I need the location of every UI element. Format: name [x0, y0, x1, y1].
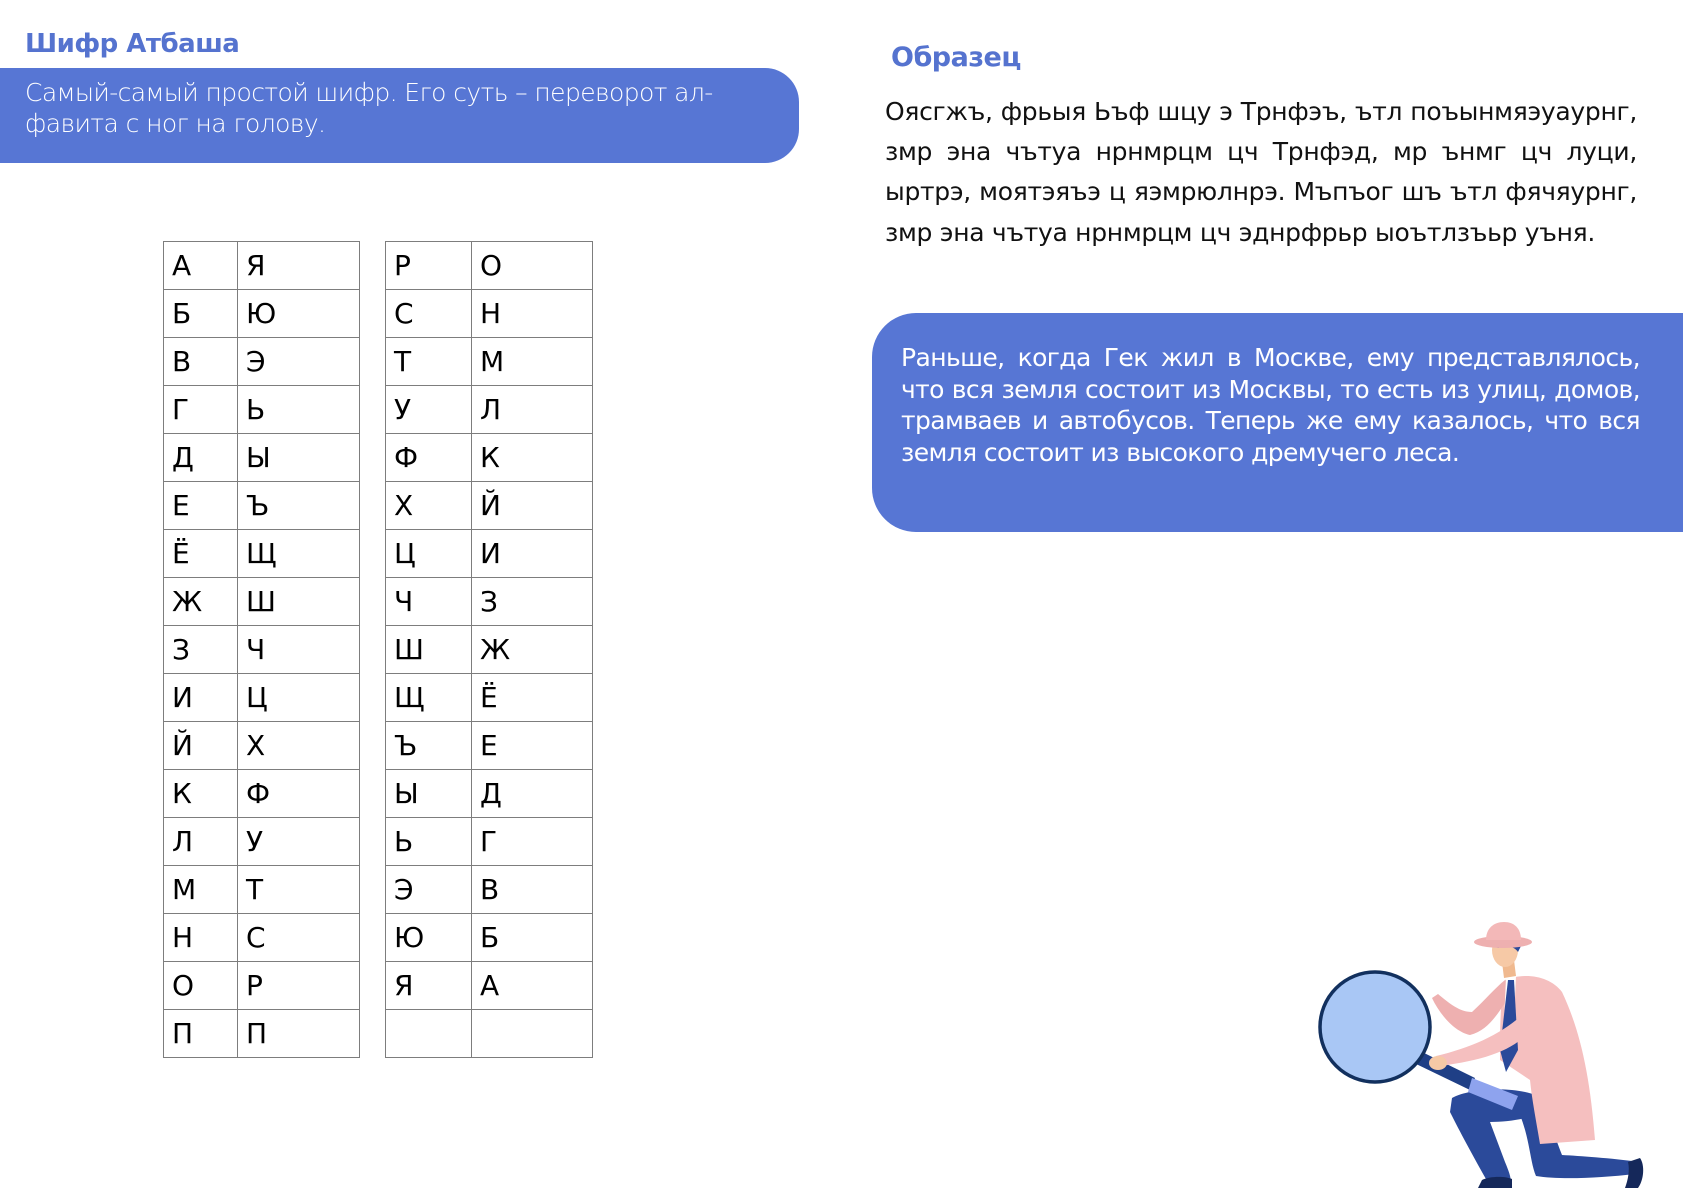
plain-letter-cell: Т: [386, 338, 472, 386]
cipher-letter-cell: Л: [472, 386, 593, 434]
cipher-table-row: [164, 482, 360, 530]
cipher-table-row: [386, 578, 593, 626]
cipher-letter-cell: [472, 1010, 593, 1058]
cipher-letter-cell: Х: [238, 722, 360, 770]
plain-letter-cell: О: [164, 962, 238, 1010]
plain-letter-cell: Щ: [386, 674, 472, 722]
plain-letter-cell: Ш: [386, 626, 472, 674]
plain-letter-cell: Ж: [164, 578, 238, 626]
cipher-table-row: [386, 962, 593, 1010]
cipher-table-row: [164, 578, 360, 626]
cipher-letter-cell: И: [472, 530, 593, 578]
cipher-table-row: [164, 722, 360, 770]
cipher-letter-cell: Я: [238, 242, 360, 290]
cipher-table-row: [164, 914, 360, 962]
plain-letter-cell: Ф: [386, 434, 472, 482]
cipher-letter-cell: Ь: [238, 386, 360, 434]
cipher-letter-cell: Ж: [472, 626, 593, 674]
cipher-letter-cell: Т: [238, 866, 360, 914]
plain-text-box: [872, 313, 1683, 532]
cipher-table-row: [386, 674, 593, 722]
cipher-table-row: [164, 242, 360, 290]
cipher-table-row: [386, 338, 593, 386]
cipher-table-row: [386, 866, 593, 914]
cipher-table-row: [386, 818, 593, 866]
magnifier-lens: [1320, 972, 1430, 1082]
plain-letter-cell: Х: [386, 482, 472, 530]
detective-back-leg: [1450, 1089, 1540, 1186]
plain-letter-cell: И: [164, 674, 238, 722]
plain-letter-cell: Ь: [386, 818, 472, 866]
cipher-letter-cell: К: [472, 434, 593, 482]
cipher-table-row: [386, 1010, 593, 1058]
plain-letter-cell: К: [164, 770, 238, 818]
cipher-table-row: [164, 866, 360, 914]
cipher-description-box: [0, 68, 799, 163]
plain-letter-cell: Э: [386, 866, 472, 914]
detective-raised-arm: [1432, 980, 1512, 1035]
plain-letter-cell: Е: [164, 482, 238, 530]
cipher-table-row: [164, 434, 360, 482]
cipher-letter-cell: В: [472, 866, 593, 914]
cipher-table-row: [386, 722, 593, 770]
plain-letter-cell: Й: [164, 722, 238, 770]
plain-letter-cell: Л: [164, 818, 238, 866]
plain-letter-cell: Д: [164, 434, 238, 482]
plain-letter-cell: Р: [386, 242, 472, 290]
detective-hat-crown: [1486, 922, 1521, 940]
cipher-description: Самый-самый простой шифр. Его суть – переворот алфавита с ног на голову.: [25, 78, 714, 138]
cipher-letter-cell: Н: [472, 290, 593, 338]
cipher-letter-cell: М: [472, 338, 593, 386]
cipher-letter-cell: Э: [238, 338, 360, 386]
plain-letter-cell: У: [386, 386, 472, 434]
plain-letter-cell: С: [386, 290, 472, 338]
cipher-table-row: [386, 626, 593, 674]
plain-letter-cell: Ц: [386, 530, 472, 578]
cipher-letter-cell: С: [238, 914, 360, 962]
cipher-letter-cell: Ы: [238, 434, 360, 482]
cipher-table-row: [164, 1010, 360, 1058]
plain-letter-cell: З: [164, 626, 238, 674]
plain-letter-cell: Ю: [386, 914, 472, 962]
cipher-table-row: [164, 962, 360, 1010]
plain-letter-cell: Я: [386, 962, 472, 1010]
cipher-table-row: [386, 242, 593, 290]
cipher-letter-cell: Ч: [238, 626, 360, 674]
plain-letter-cell: Ё: [164, 530, 238, 578]
plain-letter-cell: А: [164, 242, 238, 290]
detective-shoe-back: [1478, 1177, 1512, 1188]
cipher-table-row: [386, 482, 593, 530]
cipher-table-row: [386, 770, 593, 818]
plain-letter-cell: П: [164, 1010, 238, 1058]
cipher-letter-cell: Р: [238, 962, 360, 1010]
cipher-table-row: [164, 386, 360, 434]
detective-hand: [1429, 1056, 1447, 1070]
cipher-letter-cell: Й: [472, 482, 593, 530]
cipher-table-row: [164, 338, 360, 386]
plain-letter-cell: Г: [164, 386, 238, 434]
cipher-letter-cell: Ъ: [238, 482, 360, 530]
cipher-table-row: [386, 386, 593, 434]
plain-letter-cell: Н: [164, 914, 238, 962]
plain-letter-cell: Ы: [386, 770, 472, 818]
cipher-table-row: [164, 770, 360, 818]
cipher-letter-cell: Д: [472, 770, 593, 818]
cipher-table-row: [164, 626, 360, 674]
cipher-letter-cell: Г: [472, 818, 593, 866]
cipher-letter-cell: Е: [472, 722, 593, 770]
cipher-table-row: [386, 530, 593, 578]
cipher-letter-cell: А: [472, 962, 593, 1010]
cipher-letter-cell: Щ: [238, 530, 360, 578]
cipher-table-row: [386, 290, 593, 338]
cipher-letter-cell: З: [472, 578, 593, 626]
cipher-letter-cell: О: [472, 242, 593, 290]
cipher-title: Шифр Атбаша: [25, 29, 240, 59]
cipher-letter-cell: П: [238, 1010, 360, 1058]
plain-sample-text: Раньше, когда Гек жил в Москве, ему представлялось, что вся земля состоит из Москвы, то есть из улиц, домов, трамваев и автобусов. Теперь же ему казалось, что вся земля состоит из высокого дремучего леса.: [901, 343, 1640, 467]
cipher-table-row: [164, 818, 360, 866]
cipher-letter-cell: Ц: [238, 674, 360, 722]
sample-title: Образец: [891, 42, 1021, 73]
plain-letter-cell: Ч: [386, 578, 472, 626]
cipher-table-right: [385, 241, 593, 1058]
detective-magnifier-icon: [1300, 900, 1683, 1190]
plain-letter-cell: [386, 1010, 472, 1058]
cipher-table-row: [164, 674, 360, 722]
cipher-table-row: [164, 290, 360, 338]
cipher-sample-text: Оясгжъ, фрьыя Ьъф шцу э Трнфэъ, ътл поъынмяэуаурнг, змр эна чътуа нрнмрцм цч Трнфэд, мр ънмг цч луци, ыртрэ, моятэяъэ ц яэмрюлнрэ. Мъпъог шъ ътл фячяурнг, змр эна чътуа нрнмрцм цч эднрфрьр ыоътлзъьр уъня.: [885, 97, 1637, 247]
cipher-table-row: [386, 434, 593, 482]
cipher-letter-cell: Ё: [472, 674, 593, 722]
cipher-letter-cell: Б: [472, 914, 593, 962]
cipher-table-row: [386, 914, 593, 962]
cipher-letter-cell: Ф: [238, 770, 360, 818]
plain-letter-cell: Ъ: [386, 722, 472, 770]
cipher-table-row: [164, 530, 360, 578]
plain-letter-cell: Б: [164, 290, 238, 338]
cipher-letter-cell: Ю: [238, 290, 360, 338]
cipher-letter-cell: Ш: [238, 578, 360, 626]
cipher-table-left: [163, 241, 360, 1058]
plain-letter-cell: М: [164, 866, 238, 914]
plain-letter-cell: В: [164, 338, 238, 386]
cipher-letter-cell: У: [238, 818, 360, 866]
